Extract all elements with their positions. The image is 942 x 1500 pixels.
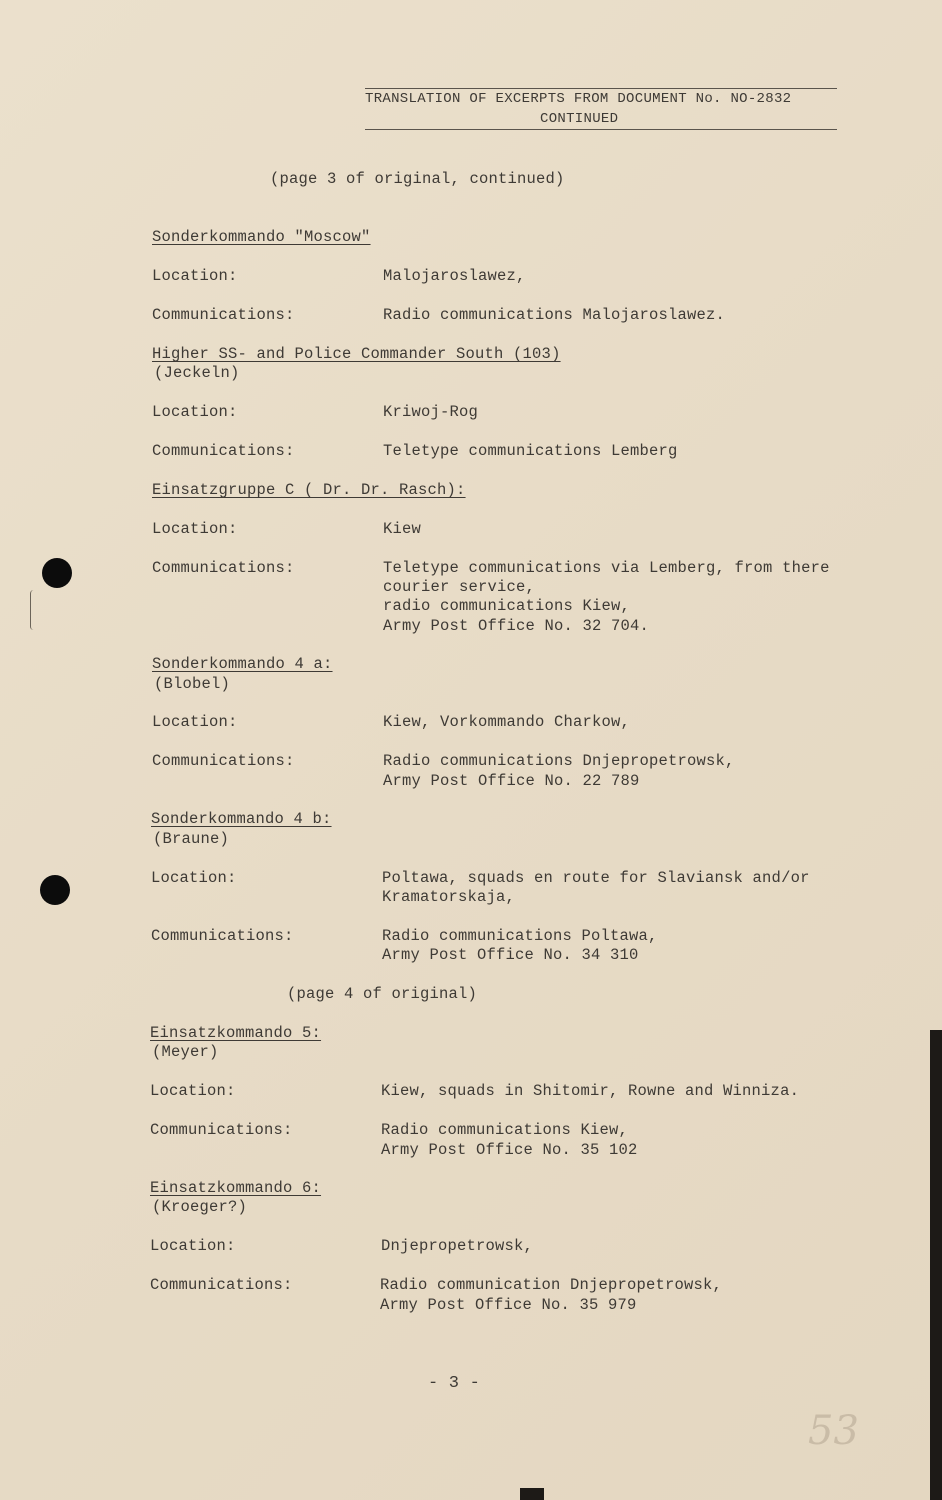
communications-value: Teletype communications via Lemberg, from there	[383, 559, 830, 577]
section-heading: Einsatzgruppe C ( Dr. Dr. Rasch):	[152, 481, 466, 499]
margin-stamp: 53	[808, 1408, 859, 1454]
location-label: Location:	[150, 1082, 236, 1100]
location-value: Kiew	[383, 520, 422, 538]
communications-label: Communications:	[152, 442, 295, 460]
section-subheading: (Blobel)	[154, 675, 231, 693]
location-value: Poltawa, squads en route for Slaviansk and/or	[382, 869, 810, 887]
communications-label: Communications:	[152, 306, 295, 324]
scan-bottom-tab	[520, 1488, 544, 1500]
communications-value: Army Post Office No. 32 704.	[383, 617, 650, 635]
location-value: Malojaroslawez,	[383, 267, 526, 285]
communications-label: Communications:	[152, 752, 295, 770]
communications-value: Radio communications Dnjepropetrowsk,	[383, 752, 735, 770]
page-note-original-4: (page 4 of original)	[287, 985, 478, 1003]
section-heading: Einsatzkommando 6:	[150, 1179, 322, 1197]
location-value: Kiew, squads in Shitomir, Rowne and Winniza.	[381, 1082, 800, 1100]
section-heading: Sonderkommando 4 a:	[152, 655, 333, 673]
communications-value: Radio communication Dnjepropetrowsk,	[380, 1276, 723, 1294]
communications-value: Radio communications Kiew,	[381, 1121, 629, 1139]
punch-hole-icon	[40, 875, 70, 905]
location-value: Kiew, Vorkommando Charkow,	[383, 713, 631, 731]
page-number: - 3 -	[428, 1374, 481, 1393]
communications-value: Teletype communications Lemberg	[383, 442, 678, 460]
communications-label: Communications:	[151, 927, 294, 945]
communications-value: Army Post Office No. 34 310	[382, 946, 639, 964]
communications-value: Radio communications Malojaroslawez.	[383, 306, 726, 324]
location-label: Location:	[150, 1237, 236, 1255]
punch-hole-icon	[42, 558, 72, 588]
section-heading: Einsatzkommando 5:	[150, 1024, 322, 1042]
location-value: Kramatorskaja,	[382, 888, 516, 906]
header-rule-top	[365, 88, 837, 89]
section-subheading: (Kroeger?)	[152, 1198, 248, 1216]
location-label: Location:	[151, 869, 237, 887]
scan-edge	[930, 1030, 942, 1500]
communications-value: Army Post Office No. 35 979	[380, 1296, 637, 1314]
section-subheading: (Jeckeln)	[154, 364, 240, 382]
communications-value: Army Post Office No. 35 102	[381, 1141, 638, 1159]
page-note-original-3: (page 3 of original, continued)	[270, 170, 565, 188]
location-label: Location:	[152, 267, 238, 285]
section-heading: Higher SS- and Police Commander South (103)	[152, 345, 561, 363]
location-label: Location:	[152, 520, 238, 538]
location-value: Kriwoj-Rog	[383, 403, 479, 421]
location-label: Location:	[152, 403, 238, 421]
header-rule-bottom	[365, 129, 837, 130]
document-title: TRANSLATION OF EXCERPTS FROM DOCUMENT No. NO-2832	[365, 91, 792, 107]
section-subheading: (Braune)	[153, 830, 230, 848]
location-label: Location:	[152, 713, 238, 731]
communications-value: Radio communications Poltawa,	[382, 927, 658, 945]
communications-label: Communications:	[152, 559, 295, 577]
communications-label: Communications:	[150, 1276, 293, 1294]
section-heading: Sonderkommando 4 b:	[151, 810, 332, 828]
communications-value: radio communications Kiew,	[383, 597, 631, 615]
section-subheading: (Meyer)	[152, 1043, 219, 1061]
pencil-mark-icon	[30, 590, 37, 630]
continued-label: CONTINUED	[540, 111, 619, 127]
section-heading: Sonderkommando "Moscow"	[152, 228, 371, 246]
communications-value: courier service,	[383, 578, 536, 596]
communications-label: Communications:	[150, 1121, 293, 1139]
location-value: Dnjepropetrowsk,	[381, 1237, 534, 1255]
communications-value: Army Post Office No. 22 789	[383, 772, 640, 790]
